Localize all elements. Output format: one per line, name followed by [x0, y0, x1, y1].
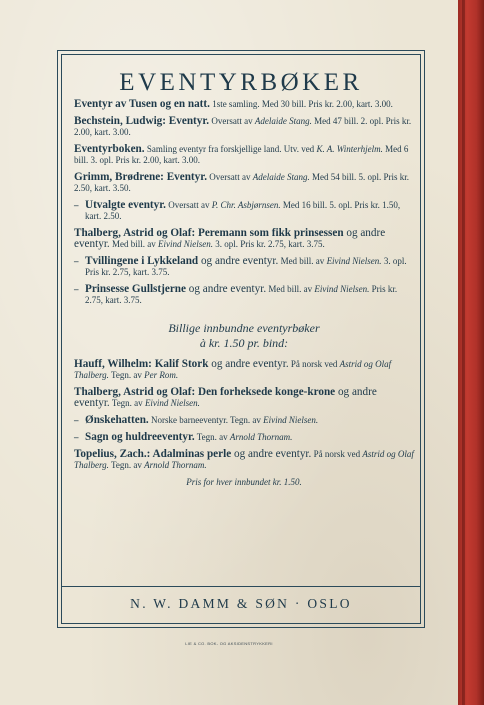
price-note: Pris for hver innbundet kr. 1.50. [186, 476, 302, 487]
entry-details: 3. opl. Pris kr. 2.75, kart. 3.75. [85, 255, 407, 277]
entry-description: Tegn. av [194, 431, 230, 442]
entry-title: Tvillingene i Lykkeland [85, 254, 199, 267]
list-item [74, 415, 414, 426]
entry-title: Eventyr av Tusen og en natt. [74, 98, 210, 110]
dash-marker: – [74, 414, 79, 425]
entry-illustrator: Per Rom. [144, 369, 179, 380]
entry-details: Tegn. av [108, 369, 145, 380]
entry-title: Utvalgte eventyr. [85, 198, 166, 211]
entry-title: Prinsesse Gullstjerne [85, 282, 186, 295]
list-item [74, 432, 414, 443]
entry-description: Med bill. av [278, 255, 327, 266]
entry-description: Tegn. av [109, 397, 145, 408]
entry-title: Thalberg, Astrid og Olaf: Den forheksede konge-krone [74, 385, 336, 398]
entry-description: Oversatt av [207, 171, 253, 182]
entry-illustrator: Eivind Nielsen. [314, 283, 370, 294]
list-item [74, 256, 414, 279]
entry-translator: Astrid og Olaf Thalberg. [74, 448, 414, 470]
list-item [74, 200, 414, 223]
dash-marker: – [74, 255, 79, 266]
entry-illustrator: Eivind Nielsen. [263, 414, 319, 425]
entry-description: På norsk ved [311, 448, 363, 459]
entry-details: 3. opl. Pris kr. 2.75, kart. 3.75. [212, 239, 325, 249]
entry-description: Med bill. av [266, 283, 315, 294]
entry-illustrator: Eivind Nielsen. [326, 255, 382, 266]
printer-credit: LIE & CO. BOK- OG AKSIDENSTRYKKERI [185, 641, 273, 646]
entry-details: Tegn. av [108, 459, 145, 470]
entry-details: Med 16 bill. 5. opl. Pris kr. 1.50, kart. 2.50. [85, 199, 401, 221]
entry-illustrator: Eivind Nielsen. [144, 397, 200, 408]
entry-details: Med 54 bill. 5. opl. Pris kr. 2.50, kart. 3.50. [74, 171, 409, 193]
entry-description: Samling eventyr fra forskjellige land. Utv. ved [144, 143, 317, 154]
entry-title: Sagn og huldreeventyr. [85, 430, 195, 443]
list-item [74, 172, 414, 195]
list-item [74, 228, 414, 251]
entry-title: Topelius, Zach.: Adalminas perle [74, 447, 232, 460]
entry-translator: Adelaide Stang. [254, 115, 312, 126]
book-spine [458, 0, 484, 705]
entry-description: Med bill. av [109, 239, 158, 249]
entry-title: Grimm, Brødrene: Eventyr. [74, 170, 207, 183]
dash-marker: – [74, 431, 79, 442]
entry-title: Ønskehatten. [85, 413, 149, 426]
entry-title-tail: og andre eventyr. [185, 282, 267, 295]
entry-translator: P. Chr. Asbjørnsen. [211, 199, 281, 210]
divider [61, 586, 421, 587]
entry-details: Med 6 bill. 3. opl. Pris kr. 2.00, kart. 3.00. [74, 143, 409, 165]
list-item [74, 359, 414, 381]
list-item [74, 284, 414, 307]
list-item [74, 449, 414, 471]
entry-illustrator: Arnold Thornam. [144, 459, 207, 470]
entry-title: Bechstein, Ludwig: Eventyr. [74, 114, 210, 127]
entry-description: Norske barneeventyr. Tegn. av [148, 414, 264, 425]
entry-description: Oversatt av [209, 115, 255, 126]
publisher-imprint: N. W. DAMM & SØN · OSLO [130, 596, 352, 611]
catalog-frame [57, 50, 425, 628]
list-item [74, 99, 414, 111]
entry-translator: Adelaide Stang. [252, 171, 310, 182]
list-item [74, 144, 414, 167]
entry-title-tail: og andre eventyr. [198, 254, 279, 267]
section-subtitle: à kr. 1.50 pr. bind: [199, 335, 289, 350]
entry-description: 1ste samling. Med 30 bill. Pris kr. 2.00, kart. 3.00. [209, 99, 393, 109]
entry-title-tail: og andre eventyr. [208, 357, 289, 370]
dash-marker: – [74, 283, 79, 294]
entry-details: Pris kr. 2.75, kart. 3.75. [85, 283, 398, 305]
entry-editor: K. A. Winterhjelm. [316, 143, 383, 154]
list-item [74, 387, 414, 409]
entry-title: Hauff, Wilhelm: Kalif Stork [74, 357, 209, 370]
entry-illustrator: Arnold Thornam. [229, 431, 293, 442]
entry-title-tail: og andre eventyr. [74, 385, 377, 409]
entry-translator: Astrid og Olaf Thalberg. [74, 358, 392, 380]
entry-title: Eventyrboken. [74, 142, 145, 155]
catalog-list [74, 99, 414, 487]
entry-details: Med 47 bill. 2. opl. Pris kr. 2.00, kart. 3.00. [74, 115, 412, 137]
entry-title: Thalberg, Astrid og Olaf: Peremann som fikk prinsessen [74, 226, 344, 239]
entry-description: På norsk ved [288, 358, 340, 369]
page-title: EVENTYRBØKER [119, 69, 363, 96]
section-title: Billige innbundne eventyrbøker [168, 320, 320, 335]
entry-title-tail: og andre eventyr. [74, 226, 386, 250]
dash-marker: – [74, 199, 79, 210]
entry-description: Oversatt av [165, 199, 212, 210]
list-item [74, 116, 414, 139]
entry-title-tail: og andre eventyr. [231, 447, 312, 460]
entry-illustrator: Eivind Nielsen. [157, 239, 213, 249]
